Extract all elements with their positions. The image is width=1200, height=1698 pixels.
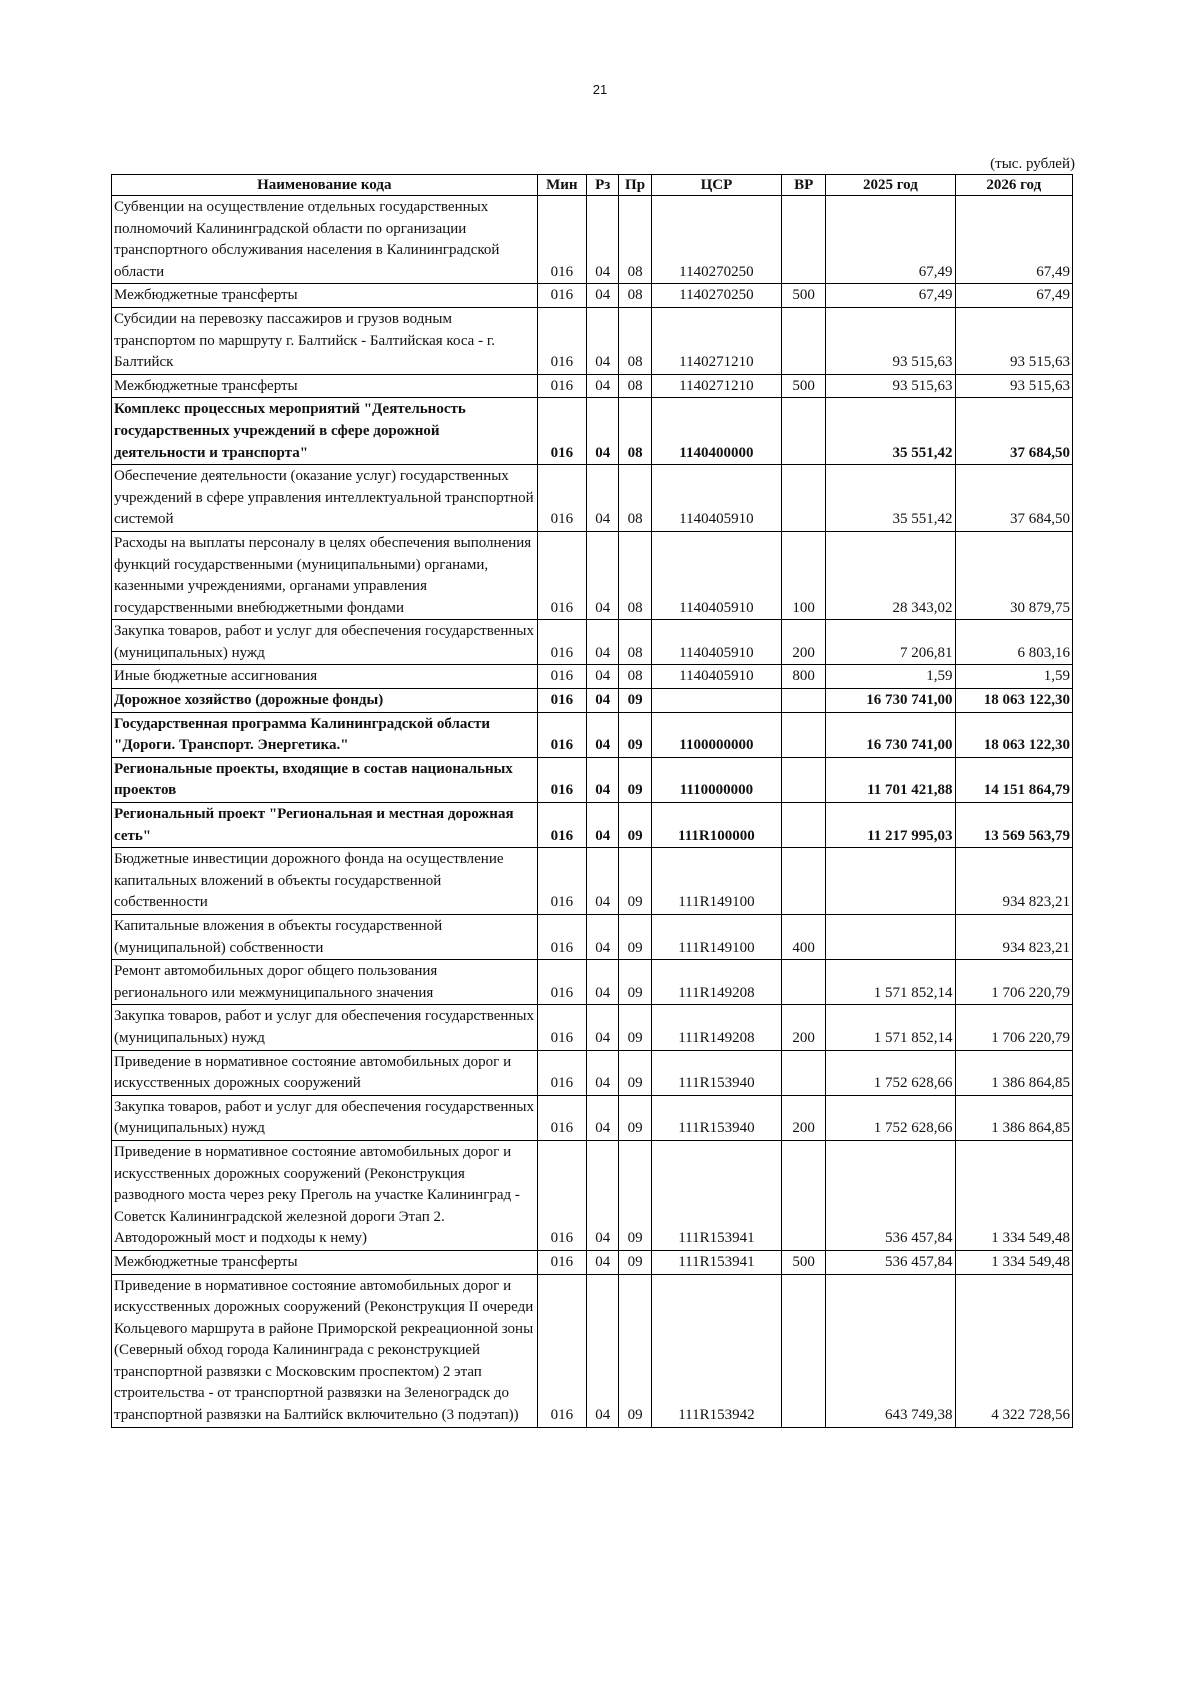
row-min: 016 — [537, 1005, 587, 1050]
row-vr: 100 — [782, 531, 826, 619]
row-rz: 04 — [587, 531, 619, 619]
row-vr — [782, 1140, 826, 1250]
row-pr: 08 — [619, 374, 651, 398]
row-name: Обеспечение деятельности (оказание услуг) государственных учреждений в сфере управления интеллектуальной транспортной системой — [112, 465, 538, 532]
header-min: Мин — [537, 175, 587, 196]
row-csr: 111R100000 — [651, 803, 781, 848]
row-2026: 934 823,21 — [955, 915, 1072, 960]
row-pr: 08 — [619, 531, 651, 619]
row-rz: 04 — [587, 689, 619, 713]
row-2025: 1,59 — [826, 665, 955, 689]
row-rz: 04 — [587, 1274, 619, 1427]
table-row — [112, 665, 1073, 689]
row-pr: 09 — [619, 712, 651, 757]
row-csr: 111R153940 — [651, 1050, 781, 1095]
row-vr: 200 — [782, 620, 826, 665]
row-min: 016 — [537, 757, 587, 802]
row-2026: 37 684,50 — [955, 465, 1072, 532]
row-2026: 1 334 549,48 — [955, 1140, 1072, 1250]
row-name: Региональный проект "Региональная и местная дорожная сеть" — [112, 803, 538, 848]
row-pr: 09 — [619, 1274, 651, 1427]
row-rz: 04 — [587, 284, 619, 308]
header-pr: Пр — [619, 175, 651, 196]
row-pr: 09 — [619, 915, 651, 960]
row-csr: 1110000000 — [651, 757, 781, 802]
table-row — [112, 689, 1073, 713]
row-2025: 1 571 852,14 — [826, 960, 955, 1005]
row-rz: 04 — [587, 665, 619, 689]
row-min: 016 — [537, 689, 587, 713]
row-2026: 1 334 549,48 — [955, 1250, 1072, 1274]
row-csr: 111R149208 — [651, 1005, 781, 1050]
row-2025: 93 515,63 — [826, 307, 955, 374]
row-2025: 1 752 628,66 — [826, 1050, 955, 1095]
row-pr: 08 — [619, 665, 651, 689]
table-row — [112, 1095, 1073, 1140]
row-pr: 09 — [619, 757, 651, 802]
row-pr: 08 — [619, 620, 651, 665]
row-2026: 67,49 — [955, 284, 1072, 308]
table-row — [112, 1274, 1073, 1427]
row-2026: 93 515,63 — [955, 374, 1072, 398]
header-vr: ВР — [782, 175, 826, 196]
row-name: Субвенции на осуществление отдельных государственных полномочий Калининградской области по организации транспортного обслуживания населения в Калининградской области — [112, 196, 538, 284]
header-2026: 2026 год — [955, 175, 1072, 196]
row-vr — [782, 1050, 826, 1095]
row-name: Приведение в нормативное состояние автомобильных дорог и искусственных дорожных сооружений (Реконструкция II очереди Кольцевого маршрута в районе Приморской рекреационной зоны (Северный обход города Калининграда с реконструкцией транспортной развязки с Московским проспектом) 2 этап строительства - от транспортной развязки на Зеленоградск до транспортной развязки на Балтийск включительно (3 подэтап)) — [112, 1274, 538, 1427]
row-name: Региональные проекты, входящие в состав национальных проектов — [112, 757, 538, 802]
row-csr: 1140270250 — [651, 196, 781, 284]
row-rz: 04 — [587, 398, 619, 465]
row-rz: 04 — [587, 1140, 619, 1250]
header-rz: Рз — [587, 175, 619, 196]
row-pr: 09 — [619, 848, 651, 915]
row-2025: 536 457,84 — [826, 1250, 955, 1274]
row-pr: 08 — [619, 196, 651, 284]
row-csr: 111R153941 — [651, 1250, 781, 1274]
table-row — [112, 757, 1073, 802]
row-rz: 04 — [587, 1095, 619, 1140]
table-row — [112, 1250, 1073, 1274]
row-vr — [782, 398, 826, 465]
row-rz: 04 — [587, 196, 619, 284]
row-min: 016 — [537, 374, 587, 398]
table-row — [112, 531, 1073, 619]
row-csr: 1140270250 — [651, 284, 781, 308]
row-2025: 536 457,84 — [826, 1140, 955, 1250]
row-name: Приведение в нормативное состояние автомобильных дорог и искусственных дорожных сооружений — [112, 1050, 538, 1095]
row-2025 — [826, 848, 955, 915]
table-row — [112, 712, 1073, 757]
row-2026: 18 063 122,30 — [955, 689, 1072, 713]
row-rz: 04 — [587, 960, 619, 1005]
row-2025: 28 343,02 — [826, 531, 955, 619]
row-name: Межбюджетные трансферты — [112, 1250, 538, 1274]
budget-table — [111, 174, 1073, 1428]
row-2026: 1 706 220,79 — [955, 960, 1072, 1005]
row-name: Капитальные вложения в объекты государственной (муниципальной) собственности — [112, 915, 538, 960]
row-2025: 35 551,42 — [826, 465, 955, 532]
table-row — [112, 398, 1073, 465]
row-2026: 1 706 220,79 — [955, 1005, 1072, 1050]
row-name: Дорожное хозяйство (дорожные фонды) — [112, 689, 538, 713]
row-csr: 111R153941 — [651, 1140, 781, 1250]
header-name: Наименование кода — [112, 175, 538, 196]
row-csr: 111R149208 — [651, 960, 781, 1005]
row-csr: 1100000000 — [651, 712, 781, 757]
row-vr: 800 — [782, 665, 826, 689]
row-2026: 67,49 — [955, 196, 1072, 284]
row-name: Межбюджетные трансферты — [112, 284, 538, 308]
table-row — [112, 915, 1073, 960]
row-min: 016 — [537, 960, 587, 1005]
row-min: 016 — [537, 803, 587, 848]
row-rz: 04 — [587, 1050, 619, 1095]
table-header-row — [112, 175, 1073, 196]
row-vr — [782, 307, 826, 374]
row-pr: 09 — [619, 803, 651, 848]
row-name: Закупка товаров, работ и услуг для обеспечения государственных (муниципальных) нужд — [112, 1095, 538, 1140]
row-2026: 37 684,50 — [955, 398, 1072, 465]
page-number: 21 — [592, 82, 608, 97]
row-vr — [782, 803, 826, 848]
row-name: Закупка товаров, работ и услуг для обеспечения государственных (муниципальных) нужд — [112, 1005, 538, 1050]
table-row — [112, 848, 1073, 915]
row-pr: 08 — [619, 307, 651, 374]
row-pr: 09 — [619, 1140, 651, 1250]
row-csr: 1140400000 — [651, 398, 781, 465]
row-2025: 1 752 628,66 — [826, 1095, 955, 1140]
row-rz: 04 — [587, 803, 619, 848]
row-min: 016 — [537, 915, 587, 960]
row-2025: 11 701 421,88 — [826, 757, 955, 802]
row-vr — [782, 960, 826, 1005]
row-2026: 18 063 122,30 — [955, 712, 1072, 757]
row-rz: 04 — [587, 848, 619, 915]
row-2025: 67,49 — [826, 196, 955, 284]
row-2026: 1 386 864,85 — [955, 1050, 1072, 1095]
row-min: 016 — [537, 1140, 587, 1250]
row-2026: 1,59 — [955, 665, 1072, 689]
table-row — [112, 803, 1073, 848]
row-name: Расходы на выплаты персоналу в целях обеспечения выполнения функций государственными (муниципальными) органами, казенными учреждениями, органами управления государственными внебюджетными фондами — [112, 531, 538, 619]
row-name: Комплекс процессных мероприятий "Деятельность государственных учреждений в сфере дорожной деятельности и транспорта" — [112, 398, 538, 465]
row-vr — [782, 465, 826, 532]
row-min: 016 — [537, 620, 587, 665]
row-vr: 500 — [782, 284, 826, 308]
row-2025: 67,49 — [826, 284, 955, 308]
row-rz: 04 — [587, 1005, 619, 1050]
table-row — [112, 284, 1073, 308]
row-name: Субсидии на перевозку пассажиров и грузов водным транспортом по маршруту г. Балтийск - Балтийская коса - г. Балтийск — [112, 307, 538, 374]
row-min: 016 — [537, 848, 587, 915]
row-vr: 500 — [782, 374, 826, 398]
row-vr — [782, 196, 826, 284]
table-row — [112, 1005, 1073, 1050]
row-csr: 1140405910 — [651, 465, 781, 532]
row-2025 — [826, 915, 955, 960]
units-label: (тыс. рублей) — [990, 156, 1075, 172]
row-2025: 643 749,38 — [826, 1274, 955, 1427]
row-2026: 6 803,16 — [955, 620, 1072, 665]
row-csr: 1140405910 — [651, 531, 781, 619]
row-2025: 16 730 741,00 — [826, 689, 955, 713]
table-row — [112, 374, 1073, 398]
row-rz: 04 — [587, 620, 619, 665]
row-2026: 30 879,75 — [955, 531, 1072, 619]
row-vr: 200 — [782, 1095, 826, 1140]
row-pr: 09 — [619, 1095, 651, 1140]
row-csr: 1140405910 — [651, 620, 781, 665]
row-name: Межбюджетные трансферты — [112, 374, 538, 398]
row-2025: 93 515,63 — [826, 374, 955, 398]
table-row — [112, 1140, 1073, 1250]
row-vr: 500 — [782, 1250, 826, 1274]
table-row — [112, 960, 1073, 1005]
row-csr: 1140271210 — [651, 374, 781, 398]
table-row — [112, 1050, 1073, 1095]
row-2026: 934 823,21 — [955, 848, 1072, 915]
row-vr: 400 — [782, 915, 826, 960]
row-name: Иные бюджетные ассигнования — [112, 665, 538, 689]
row-2026: 4 322 728,56 — [955, 1274, 1072, 1427]
row-min: 016 — [537, 196, 587, 284]
row-name: Закупка товаров, работ и услуг для обеспечения государственных (муниципальных) нужд — [112, 620, 538, 665]
row-vr — [782, 757, 826, 802]
row-min: 016 — [537, 465, 587, 532]
row-2026: 1 386 864,85 — [955, 1095, 1072, 1140]
row-2026: 93 515,63 — [955, 307, 1072, 374]
row-csr — [651, 689, 781, 713]
row-rz: 04 — [587, 915, 619, 960]
row-2025: 11 217 995,03 — [826, 803, 955, 848]
table-row — [112, 620, 1073, 665]
table-row — [112, 196, 1073, 284]
row-rz: 04 — [587, 307, 619, 374]
row-vr — [782, 848, 826, 915]
row-name: Приведение в нормативное состояние автомобильных дорог и искусственных дорожных сооружений (Реконструкция разводного моста через реку Преголь на участке Калининград - Советск Калининградской железной дороги Этап 2. Автодорожный мост и подходы к нему) — [112, 1140, 538, 1250]
row-2025: 1 571 852,14 — [826, 1005, 955, 1050]
row-min: 016 — [537, 1095, 587, 1140]
row-pr: 09 — [619, 960, 651, 1005]
row-min: 016 — [537, 665, 587, 689]
header-2025: 2025 год — [826, 175, 955, 196]
row-vr — [782, 1274, 826, 1427]
row-2025: 35 551,42 — [826, 398, 955, 465]
row-csr: 111R149100 — [651, 915, 781, 960]
row-pr: 09 — [619, 1005, 651, 1050]
row-2026: 13 569 563,79 — [955, 803, 1072, 848]
row-csr: 1140271210 — [651, 307, 781, 374]
row-min: 016 — [537, 307, 587, 374]
row-min: 016 — [537, 1274, 587, 1427]
row-pr: 09 — [619, 1250, 651, 1274]
row-rz: 04 — [587, 1250, 619, 1274]
row-vr: 200 — [782, 1005, 826, 1050]
row-2025: 16 730 741,00 — [826, 712, 955, 757]
row-2026: 14 151 864,79 — [955, 757, 1072, 802]
row-vr — [782, 689, 826, 713]
row-min: 016 — [537, 284, 587, 308]
row-csr: 1140405910 — [651, 665, 781, 689]
row-min: 016 — [537, 531, 587, 619]
row-rz: 04 — [587, 374, 619, 398]
row-name: Ремонт автомобильных дорог общего пользования регионального или межмуниципального значения — [112, 960, 538, 1005]
header-csr: ЦСР — [651, 175, 781, 196]
row-pr: 09 — [619, 689, 651, 713]
row-2025: 7 206,81 — [826, 620, 955, 665]
table-row — [112, 307, 1073, 374]
row-pr: 08 — [619, 398, 651, 465]
row-rz: 04 — [587, 465, 619, 532]
row-rz: 04 — [587, 757, 619, 802]
row-rz: 04 — [587, 712, 619, 757]
table-row — [112, 465, 1073, 532]
row-min: 016 — [537, 398, 587, 465]
row-csr: 111R153942 — [651, 1274, 781, 1427]
row-pr: 08 — [619, 284, 651, 308]
row-name: Бюджетные инвестиции дорожного фонда на осуществление капитальных вложений в объекты государственной собственности — [112, 848, 538, 915]
row-min: 016 — [537, 712, 587, 757]
row-csr: 111R153940 — [651, 1095, 781, 1140]
row-name: Государственная программа Калининградской области "Дороги. Транспорт. Энергетика." — [112, 712, 538, 757]
row-vr — [782, 712, 826, 757]
row-pr: 09 — [619, 1050, 651, 1095]
row-min: 016 — [537, 1250, 587, 1274]
row-pr: 08 — [619, 465, 651, 532]
row-min: 016 — [537, 1050, 587, 1095]
row-csr: 111R149100 — [651, 848, 781, 915]
